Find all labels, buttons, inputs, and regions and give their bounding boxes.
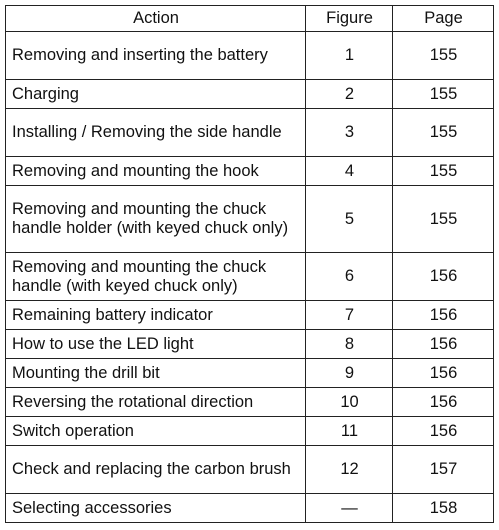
action-cell: Mounting the drill bit bbox=[6, 359, 306, 388]
action-cell: Switch operation bbox=[6, 417, 306, 446]
page-cell: 156 bbox=[393, 359, 494, 388]
figure-cell: 6 bbox=[306, 253, 393, 301]
action-cell: Removing and inserting the battery bbox=[6, 32, 306, 80]
figure-cell: 2 bbox=[306, 80, 393, 109]
table-row bbox=[6, 388, 494, 417]
table-row bbox=[6, 32, 494, 80]
page-cell: 157 bbox=[393, 446, 494, 494]
action-figure-page-table bbox=[5, 5, 494, 523]
figure-cell: — bbox=[306, 494, 393, 523]
table-row bbox=[6, 109, 494, 157]
figure-cell: 10 bbox=[306, 388, 393, 417]
figure-cell: 3 bbox=[306, 109, 393, 157]
action-cell: Removing and mounting the chuck handle (with keyed chuck only) bbox=[6, 253, 306, 301]
action-cell: Removing and mounting the chuck handle holder (with keyed chuck only) bbox=[6, 186, 306, 253]
page-cell: 155 bbox=[393, 80, 494, 109]
table-header bbox=[6, 6, 494, 32]
header-row bbox=[6, 6, 494, 32]
page-cell: 158 bbox=[393, 494, 494, 523]
figure-cell: 7 bbox=[306, 301, 393, 330]
header-figure: Figure bbox=[306, 6, 393, 32]
header-action: Action bbox=[6, 6, 306, 32]
table-row bbox=[6, 157, 494, 186]
page-cell: 155 bbox=[393, 109, 494, 157]
page-cell: 155 bbox=[393, 32, 494, 80]
table-row bbox=[6, 186, 494, 253]
table-row bbox=[6, 253, 494, 301]
header-page: Page bbox=[393, 6, 494, 32]
action-cell: How to use the LED light bbox=[6, 330, 306, 359]
page-cell: 155 bbox=[393, 157, 494, 186]
page-cell: 155 bbox=[393, 186, 494, 253]
figure-cell: 5 bbox=[306, 186, 393, 253]
page-cell: 156 bbox=[393, 417, 494, 446]
table-row bbox=[6, 301, 494, 330]
action-cell: Selecting accessories bbox=[6, 494, 306, 523]
table-body bbox=[6, 32, 494, 523]
figure-cell: 4 bbox=[306, 157, 393, 186]
table-row bbox=[6, 417, 494, 446]
figure-cell: 8 bbox=[306, 330, 393, 359]
action-cell: Removing and mounting the hook bbox=[6, 157, 306, 186]
action-cell: Reversing the rotational direction bbox=[6, 388, 306, 417]
page-cell: 156 bbox=[393, 330, 494, 359]
action-cell: Installing / Removing the side handle bbox=[6, 109, 306, 157]
figure-cell: 1 bbox=[306, 32, 393, 80]
page-cell: 156 bbox=[393, 253, 494, 301]
action-cell: Charging bbox=[6, 80, 306, 109]
figure-cell: 9 bbox=[306, 359, 393, 388]
table-row bbox=[6, 446, 494, 494]
action-cell: Remaining battery indicator bbox=[6, 301, 306, 330]
figure-cell: 11 bbox=[306, 417, 393, 446]
action-cell: Check and replacing the carbon brush bbox=[6, 446, 306, 494]
figure-cell: 12 bbox=[306, 446, 393, 494]
page-cell: 156 bbox=[393, 301, 494, 330]
page-cell: 156 bbox=[393, 388, 494, 417]
table-row bbox=[6, 494, 494, 523]
table-row bbox=[6, 330, 494, 359]
table-row bbox=[6, 80, 494, 109]
table-row bbox=[6, 359, 494, 388]
